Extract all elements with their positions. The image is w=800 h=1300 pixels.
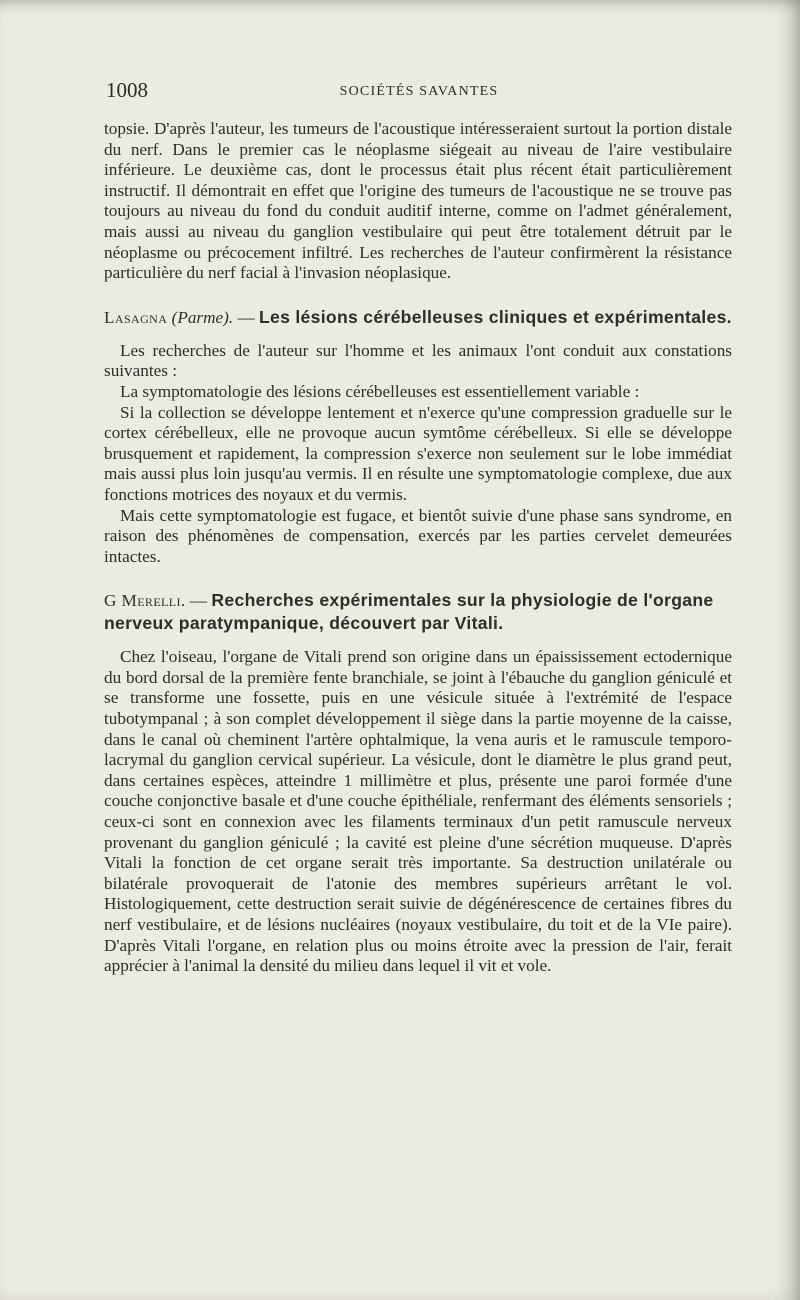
intro-paragraph: topsie. D'après l'auteur, les tumeurs de l'acoustique intéresseraient surtout la portion distale du nerf. Dans le premier cas le néoplasme siégeait au niveau de l'aire vestibulaire inférieure. Le deuxième cas, dont le processus était plus récent était particulièrement instructif. Il démontrait en effet que l'origine des tumeurs de l'acoustique ne se trouve pas toujours au niveau du fond du conduit auditif interne, comme on l'admet généralement, mais aussi au niveau du ganglion vestibulaire qui peut être totalement détruit par le néoplasme ou précocement infiltré. Les recherches de l'auteur confirmèrent la résistance particulière du nerf facial à l'invasion néoplasique. [104, 119, 732, 283]
abstract-city: (Parme). [171, 307, 234, 327]
running-title: SOCIÉTÉS SAVANTES [339, 84, 499, 99]
abstract-paragraph: Si la collection se développe lentement et n'exerce qu'une compression graduelle sur le cortex cérébelleux, elle ne provoque aucun symtôme cérébelleux. Si elle se développe brusquement et rapidement, la compression s'exerce non seulement sur le lobe immédiat mais aussi plus loin jusqu'au vermis. Il en résulte une symptomatologie complexe, due aux fonctions motrices des noyaux et du vermis. [104, 402, 732, 504]
abstract-title: Recherches expérimentales sur la physiologie de l'organe nerveux paratympanique, découvert par Vitali. [104, 590, 714, 634]
page-header [106, 78, 732, 104]
abstract-paragraph: Mais cette symptomatologie est fugace, et bientôt suivie d'une phase sans syndrome, en raison des phénomènes de compensation, exercés par les parties cervelet demeurées intactes. [104, 505, 732, 566]
abstract-author: G Merelli. [104, 591, 186, 611]
abstract-paragraph: La symptomatologie des lésions cérébelleuses est essentiellement variable : [120, 381, 640, 401]
abstract-heading-lasagna [104, 306, 732, 329]
abstract-dash: — [189, 591, 208, 611]
abstract-dash: — [237, 307, 255, 327]
abstract-paragraph: Les recherches de l'auteur sur l'homme et les animaux l'ont conduit aux constations suivantes : [104, 340, 732, 381]
abstract-paragraph: Chez l'oiseau, l'organe de Vitali prend son origine dans un épaississement ectodernique du bord dorsal de la première fente branchiale, se joint à l'ébauche du ganglion géniculé et se transforme une fossette, puis en une vésicule située à l'extrémité de l'espace tubotympanal ; à son complet développement il siège dans la partie moyenne de la caisse, dans le canal où cheminent l'artère ophtalmique, la vena auris et le ramuscule temporo-lacrymal du ganglion cervical supérieur. La vésicule, dont le diamètre le plus grand peut, dans certaines espèces, atteindre 1 millimètre et plus, présente une paroi formée d'une couche conjonctive basale et d'une couche épithéliale, renfermant des éléments sensoriels ; ceux-ci sont en connexion avec les filaments terminaux d'un petit ramuscule nerveux provenant du ganglion géniculé ; la cavité est pleine d'une sécrétion muqueuse. D'après Vitali la fonction de cet organe serait très importante. Sa destruction unilatérale ou bilatérale provoquerait de l'atonie des membres supérieurs arrêtant le vol. Histologiquement, cette destruction serait suivie de dégénérescence de certaines fibres du nerf vestibulaire, et de lésions nucléaires (noyaux vestibulaire, du toit et de la VIe paire). D'après Vitali l'organe, en relation plus ou moins étroite avec la pression de l'air, ferait apprécier à l'animal la densité du milieu dans lequel il vit et vole. [104, 647, 732, 976]
abstract-author: Lasagna [104, 307, 168, 327]
page-body [104, 119, 732, 977]
abstract-title: Les lésions cérébelleuses cliniques et expérimentales. [258, 306, 732, 327]
page-number: 1008 [106, 78, 148, 102]
abstract-heading-merelli [104, 589, 732, 635]
